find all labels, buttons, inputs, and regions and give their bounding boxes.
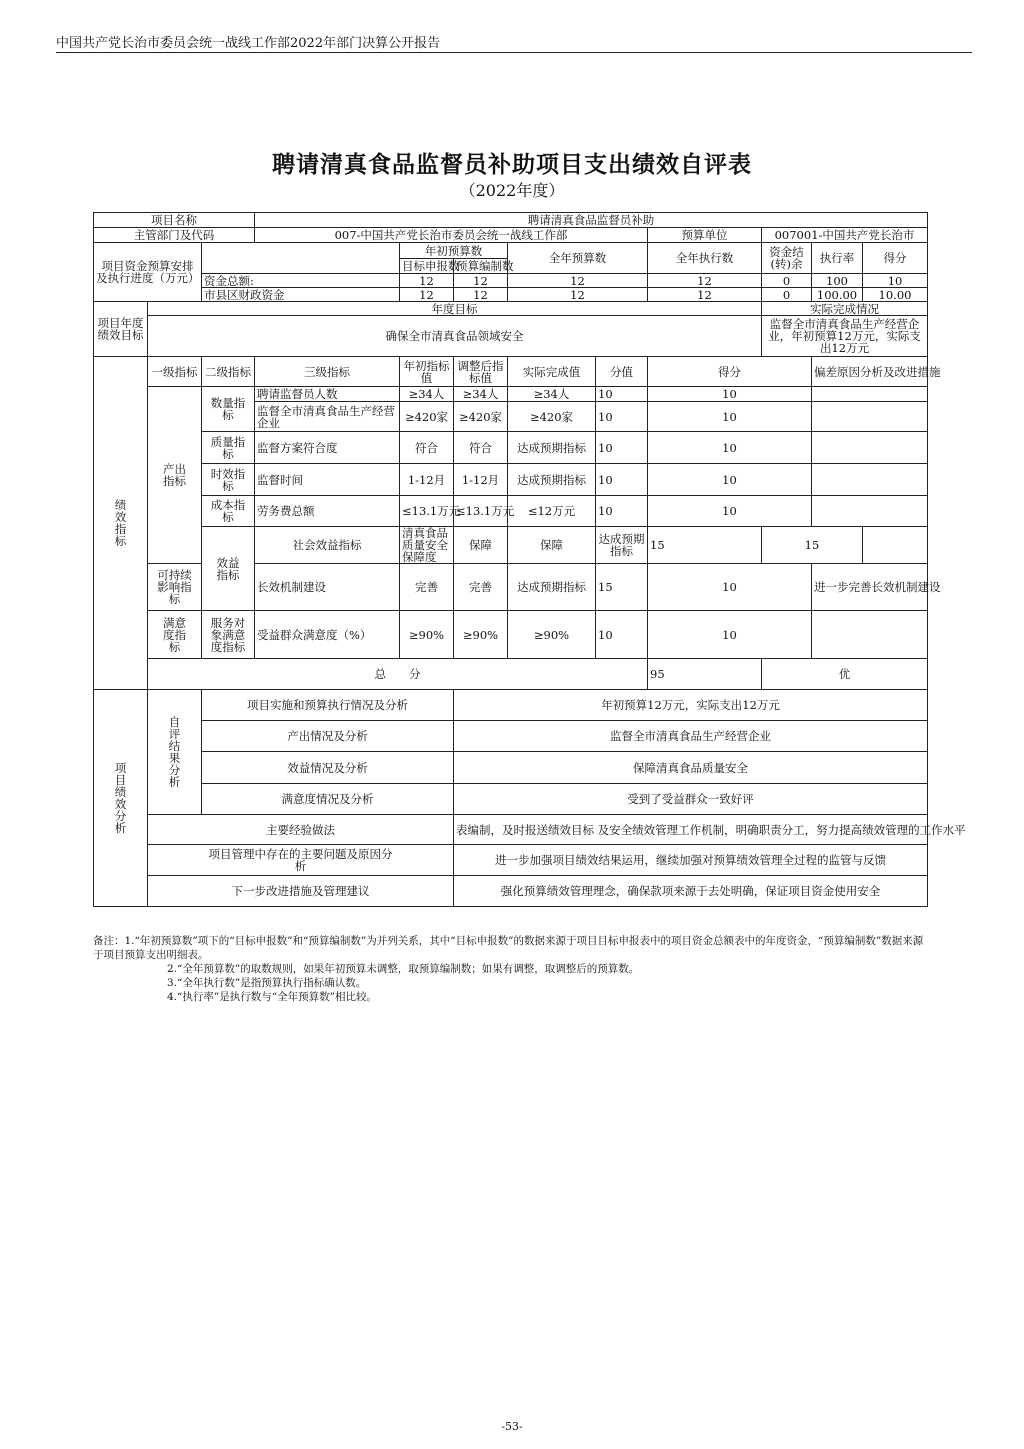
indicators-section-label: 绩效指标 [94,357,148,690]
adjusted-value: ≥90% [454,611,508,659]
level2-indicator: 时效指标 [202,464,255,496]
notes [93,934,927,1004]
level2-header: 二级指标 [202,357,255,387]
output-indicator-label: 产出指标 [148,387,202,564]
fund-row-exec: 12 [648,288,762,302]
note-item: 2.“全年预算数”的取数规则，如果年初预算未调整，取预算编制数；如果有调整，取调整后的预算数。 [167,963,640,975]
annual-goal-label: 年度目标 [148,302,762,316]
adjusted-value: ≥34人 [454,387,508,402]
deviation-value: 进一步完善长效机制建设 [812,564,928,611]
analysis-item-value: 监督全市清真食品生产经营企业 [454,721,928,752]
self-evaluation-label: 自评结果分析 [148,690,202,815]
budget-compiled-label: 预算编制数 [454,259,508,274]
actual-value-header: 实际完成值 [508,357,596,387]
level2-indicator: 质量指标 [202,432,255,464]
initial-value: 符合 [400,432,454,464]
initial-value: ≥90% [400,611,454,659]
adjusted-value-header: 调整后指标值 [454,357,508,387]
weight-value: 10 [596,387,648,402]
weight-value: 10 [596,464,648,496]
level3-indicator: 监督全市清真食品生产经营企业 [255,402,400,432]
next-steps-label: 下一步改进措施及管理建议 [148,876,454,907]
level3-indicator: 聘请监督员人数 [255,387,400,402]
initial-budget-label: 年初预算数 [400,243,508,259]
actual-value: ≥90% [508,611,596,659]
actual-completion-value: 监督全市清真食品生产经营企业，年初预算12万元，实际支出12万元 [762,316,928,357]
level3-indicator: 监督时间 [255,464,400,496]
evaluation-table [93,212,966,907]
fund-row-compiled: 12 [454,274,508,288]
analysis-item-label: 效益情况及分析 [202,752,454,784]
note-item: 4.“执行率”是执行数与“全年预算数”相比较。 [167,991,377,1003]
adjusted-value: ≥420家 [454,402,508,432]
fund-row-budget: 12 [508,274,648,288]
score-value: 10 [648,432,812,464]
fund-row-balance: 0 [762,274,812,288]
fund-row-name: 资金总额: [202,274,400,288]
level2-indicator: 成本指标 [202,496,255,527]
page-title: 聘请清真食品监督员补助项目支出绩效自评表 [272,152,752,178]
score-value: 10 [648,387,812,402]
initial-value: 1-12月 [400,464,454,496]
fund-row-target: 12 [400,274,454,288]
analysis-item-value: 年初预算12万元，实际支出12万元 [454,690,928,721]
actual-completion-label: 实际完成情况 [762,302,928,316]
funds-section-label: 项目资金预算安排及执行进度（万元） [94,243,202,302]
level2-indicator: 服务对象满意度指标 [202,611,255,659]
analysis-item-label: 项目实施和预算执行情况及分析 [202,690,454,721]
actual-value: 达成预期指标 [508,432,596,464]
fund-row-exec: 12 [648,274,762,288]
initial-value: ≥420家 [400,402,454,432]
weight-value: 10 [596,611,648,659]
level3-indicator: 监督方案符合度 [255,432,400,464]
level3-indicator: 清真食品质量安全保障度 [400,527,454,564]
fund-row-score: 10 [863,274,928,288]
fund-row-compiled: 12 [454,288,508,302]
deviation-value [812,611,928,659]
level3-indicator: 受益群众满意度（%） [255,611,400,659]
adjusted-value: ≤13.1万元 [454,496,508,527]
adjusted-value: 保障 [508,527,596,564]
initial-value: ≤13.1万元 [400,496,454,527]
score-header: 得分 [648,357,812,387]
page-number: -53- [501,1420,523,1433]
actual-value: 达成预期指标 [596,527,648,564]
page-header: 中国共产党长治市委员会统一战线工作部2022年部门决算公开报告 [56,36,441,51]
fund-row-rate: 100 [812,274,863,288]
target-declared-label: 目标申报数 [400,259,454,274]
deviation-value [812,402,928,432]
problems-value: 进一步加强项目绩效结果运用，继续加强对预算绩效管理全过程的监管与反馈 [454,845,928,876]
level1-header: 一级指标 [148,357,202,387]
weight-header: 分值 [596,357,648,387]
level3-header: 三级指标 [255,357,400,387]
level3-indicator: 劳务费总额 [255,496,400,527]
initial-value: 保障 [454,527,508,564]
annual-goal-value: 确保全市清真食品领域安全 [148,316,762,357]
deviation-value [812,464,928,496]
deviation-header: 偏差原因分析及改进措施 [812,357,928,387]
initial-value-header: 年初指标值 [400,357,454,387]
adjusted-value: 1-12月 [454,464,508,496]
actual-value: ≥420家 [508,402,596,432]
total-score: 95 [648,659,762,690]
page-subtitle: （2022年度） [459,181,565,200]
weight-value: 10 [596,432,648,464]
benefit-indicator-label: 效益指标 [202,527,255,611]
funds-blank-cell [202,243,400,274]
deviation-value [812,387,928,402]
annual-budget-label: 全年预算数 [508,243,648,274]
adjusted-value: 符合 [454,432,508,464]
dept-label: 主管部门及代码 [94,228,255,243]
total-label: 总 分 [148,659,648,690]
score-value: 10 [648,564,812,611]
goals-section-label: 项目年度绩效目标 [94,302,148,357]
fund-row-name: 市县区财政资金 [202,288,400,302]
funds-score-label: 得分 [863,243,928,274]
fund-row-target: 12 [400,288,454,302]
score-value: 15 [762,527,863,564]
analysis-item-value: 保障清真食品质量安全 [454,752,928,784]
problems-label: 项目管理中存在的主要问题及原因分析 [148,845,454,876]
project-name-value: 聘请清真食品监督员补助 [255,213,928,228]
weight-value: 10 [596,402,648,432]
fund-row-rate: 100.00 [812,288,863,302]
actual-value: ≥34人 [508,387,596,402]
weight-value: 15 [596,564,648,611]
weight-value: 15 [648,527,762,564]
budget-unit-value: 007001-中国共产党长治市 [762,228,928,243]
actual-value: 达成预期指标 [508,464,596,496]
initial-value: 完善 [400,564,454,611]
initial-value: ≥34人 [400,387,454,402]
analysis-item-label: 产出情况及分析 [202,721,454,752]
balance-label: 资金结(转)余 [762,243,812,274]
fund-row-budget: 12 [508,288,648,302]
score-value: 10 [648,402,812,432]
level2-indicator: 社会效益指标 [255,527,400,564]
budget-unit-label: 预算单位 [648,228,762,243]
level2-indicator: 可持续影响指标 [148,564,202,611]
score-value: 10 [648,464,812,496]
analysis-item-label: 满意度情况及分析 [202,784,454,815]
experience-label: 主要经验做法 [148,815,454,845]
level3-indicator: 长效机制建设 [255,564,400,611]
deviation-value [812,432,928,464]
note-item: 备注：1.“年初预算数”项下的“目标申报数”和“预算编制数”为并列关系，其中“目标申报数”的数据来源于项目目标申报表中的项目资金总额表中的年度资金，“预算编制数”数据来源于项目预算支出明细表。 [93,935,924,961]
score-value: 10 [648,496,812,527]
satisfaction-indicator-label: 满意度指标 [148,611,202,659]
actual-value: ≤12万元 [508,496,596,527]
next-steps-value: 强化预算绩效管理理念，确保款项来源于去处明确，保证项目资金使用安全 [454,876,928,907]
analysis-section-label: 项目绩效分析 [94,690,148,907]
deviation-value [812,496,928,527]
total-grade: 优 [762,659,928,690]
fund-row-balance: 0 [762,288,812,302]
note-item: 3.“全年执行数”是指预算执行指标确认数。 [167,977,367,989]
header-rule [56,52,972,53]
annual-exec-label: 全年执行数 [648,243,762,274]
deviation-value [863,527,928,564]
analysis-item-value: 受到了受益群众一致好评 [454,784,928,815]
project-name-label: 项目名称 [94,213,255,228]
level2-indicator: 数量指标 [202,387,255,432]
adjusted-value: 完善 [454,564,508,611]
score-value: 10 [648,611,812,659]
fund-row-score: 10.00 [863,288,928,302]
experience-value: 表编制，及时报送绩效目标 及安全绩效管理工作机制，明确职责分工，努力提高绩效管理的工作水平 [454,815,928,845]
rate-label: 执行率 [812,243,863,274]
dept-value: 007-中国共产党长治市委员会统一战线工作部 [255,228,648,243]
weight-value: 10 [596,496,648,527]
actual-value: 达成预期指标 [508,564,596,611]
